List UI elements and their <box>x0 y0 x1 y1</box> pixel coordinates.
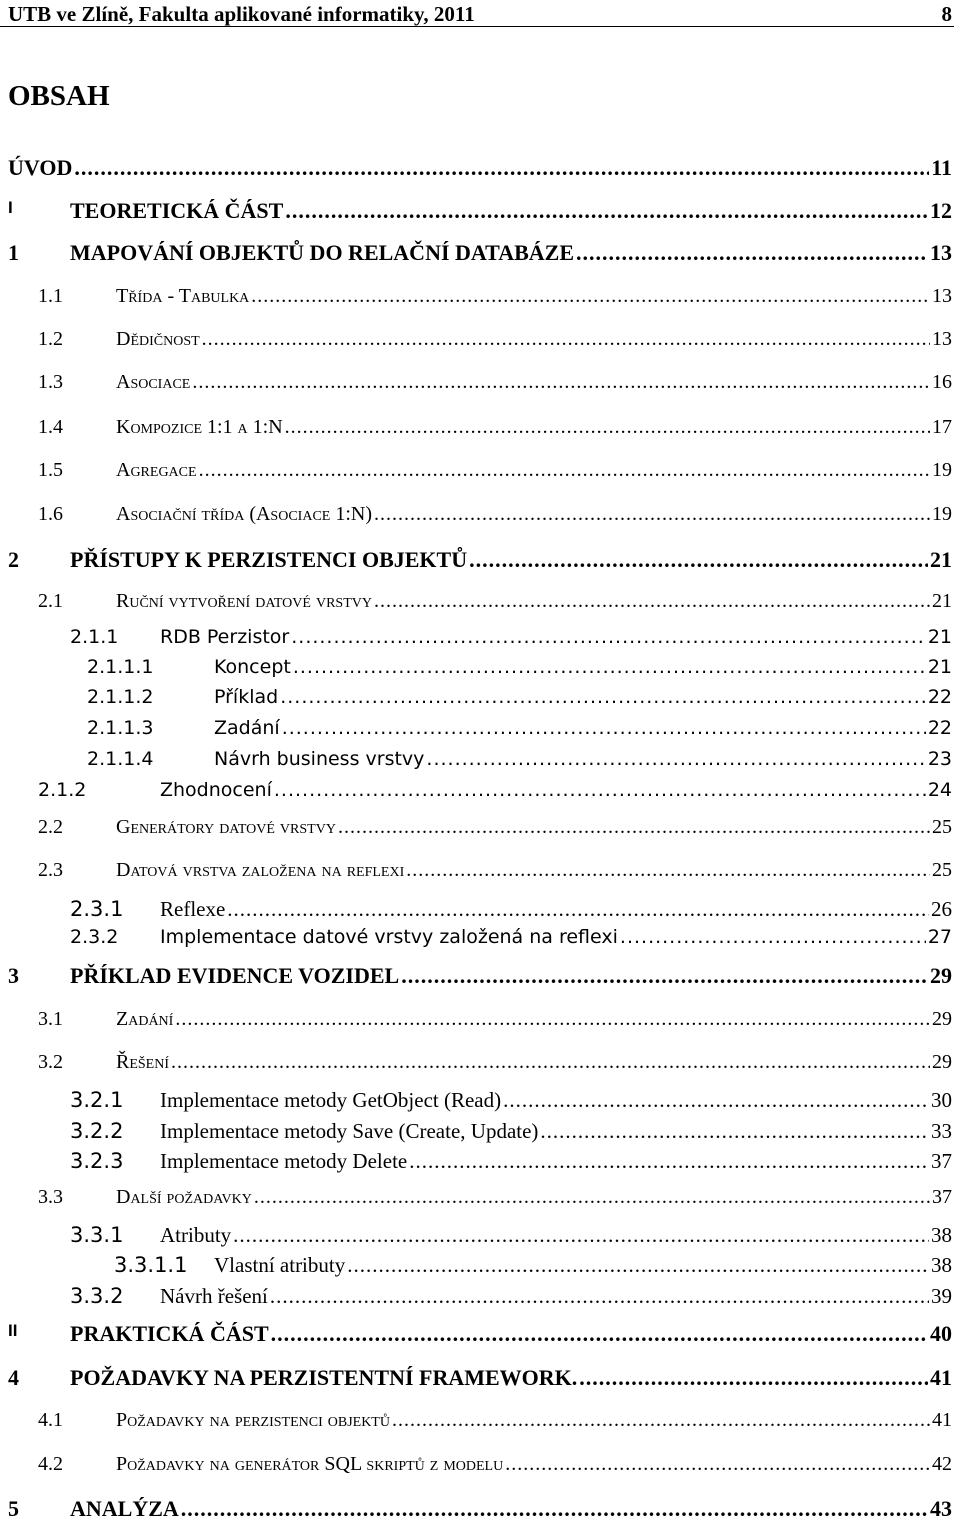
toc-dot-leader <box>374 590 930 613</box>
toc-entry-page: 21 <box>927 626 952 648</box>
toc-entry-number: 2.2 <box>38 816 63 838</box>
toc-entry-title: Návrh řešení <box>160 1284 268 1308</box>
toc-dot-leader <box>175 1008 930 1031</box>
toc-dot-leader <box>620 926 926 948</box>
toc-dot-leader <box>291 626 926 648</box>
toc-entry-title: Vlastní atributy <box>214 1253 346 1277</box>
toc-entry-page: 42 <box>932 1453 952 1475</box>
toc-entry[interactable] <box>0 1284 960 1312</box>
toc-dot-leader <box>426 748 925 770</box>
toc-entry-number: 2.3.2 <box>70 926 119 948</box>
toc-dot-leader <box>233 1223 929 1248</box>
toc-entry[interactable] <box>0 626 960 654</box>
toc-entry-number: 3.2.1 <box>70 1088 124 1112</box>
toc-entry-page: 43 <box>930 1496 952 1521</box>
toc-dot-leader <box>406 859 930 882</box>
toc-entry[interactable] <box>0 1088 960 1116</box>
toc-dot-leader <box>338 816 930 839</box>
toc-entry-number: 1.1 <box>38 285 63 307</box>
toc-entry[interactable] <box>0 1321 960 1349</box>
toc-entry-page: 37 <box>931 1149 952 1173</box>
toc-entry[interactable] <box>0 328 960 356</box>
toc-dot-leader <box>293 656 926 678</box>
toc-entry[interactable] <box>0 1409 960 1437</box>
toc-entry-page: 40 <box>930 1321 952 1346</box>
toc-entry[interactable] <box>0 816 960 844</box>
toc-entry[interactable] <box>0 1186 960 1214</box>
toc-entry-number: 2.3.1 <box>70 897 124 921</box>
toc-entry-page: 11 <box>931 155 952 180</box>
toc-entry-title: Návrh business vrstvy <box>214 748 425 770</box>
toc-entry-number: 3 <box>8 963 19 988</box>
toc-entry[interactable] <box>0 416 960 444</box>
toc-entry-title: TEORETICKÁ ČÁST <box>70 198 284 223</box>
toc-entry-page: 19 <box>932 459 952 481</box>
toc-entry-title: RDB Perzistor <box>160 626 290 648</box>
toc-entry-title: Zhodnocení <box>160 779 272 801</box>
toc-entry-number: 2.3 <box>38 859 63 881</box>
toc-dot-leader <box>270 1284 929 1309</box>
toc-entry-page: 39 <box>931 1284 952 1308</box>
toc-entry-title: PRAKTICKÁ ČÁST <box>70 1321 269 1346</box>
toc-entry[interactable] <box>0 371 960 399</box>
toc-entry-number: 3.1 <box>38 1008 63 1030</box>
toc-entry-page: 41 <box>932 1409 952 1431</box>
toc-entry-number: 1.3 <box>38 371 63 393</box>
toc-dot-leader <box>576 240 928 266</box>
toc-dot-leader <box>271 1321 928 1347</box>
toc-entry-title: PŘÍSTUPY K PERZISTENCI OBJEKTŮ <box>70 547 468 572</box>
page-header <box>0 0 954 27</box>
toc-entry[interactable] <box>0 1496 960 1524</box>
toc-entry-title: Agregace <box>116 459 197 481</box>
toc-entry-number: 2 <box>8 547 19 572</box>
header-page-number: 8 <box>941 2 952 26</box>
toc-dot-leader <box>503 1088 929 1113</box>
toc-entry[interactable] <box>0 1223 960 1251</box>
toc-entry-page: 21 <box>927 656 952 678</box>
toc-entry[interactable] <box>0 1008 960 1036</box>
toc-entry-title: Datová vrstva založena na reflexi <box>116 859 405 881</box>
toc-entry-page: 29 <box>932 1008 952 1030</box>
toc-entry-number: 4.2 <box>38 1453 63 1475</box>
toc-entry-number: II <box>8 1321 18 1340</box>
toc-entry-title: ÚVOD <box>8 155 73 180</box>
toc-entry-page: 33 <box>931 1119 952 1143</box>
toc-entry-page: 12 <box>930 198 952 223</box>
toc-entry-page: 16 <box>932 371 952 393</box>
toc-entry-number: 3.2.2 <box>70 1119 124 1143</box>
toc-entry[interactable] <box>0 547 960 575</box>
toc-entry-title: Dědičnost <box>116 328 200 350</box>
toc-entry[interactable] <box>0 859 960 887</box>
toc-entry[interactable] <box>0 717 960 745</box>
toc-dot-leader <box>374 503 930 526</box>
toc-entry-number: 4.1 <box>38 1409 63 1431</box>
toc-entry-page: 22 <box>927 717 952 739</box>
toc-entry[interactable] <box>0 503 960 531</box>
toc-entry-page: 21 <box>930 547 952 572</box>
toc-dot-leader <box>347 1253 929 1278</box>
toc-dot-leader <box>282 717 926 739</box>
toc-entry-number: 2.1.2 <box>38 779 87 801</box>
toc-entry-page: 25 <box>932 859 952 881</box>
toc-entry-page: 17 <box>932 416 952 438</box>
toc-entry[interactable] <box>0 926 960 954</box>
toc-entry-page: 19 <box>932 503 952 525</box>
toc-entry-title: Požadavky na perzistenci objektů <box>116 1409 390 1431</box>
toc-entry-title: PŘÍKLAD EVIDENCE VOZIDEL <box>70 963 400 988</box>
toc-entry-title: Implementace datové vrstvy založená na reflexi <box>160 926 618 948</box>
toc-entry-title: Generátory datové vrstvy <box>116 816 336 838</box>
toc-entry[interactable] <box>0 1365 960 1393</box>
toc-dot-leader <box>199 459 930 482</box>
toc-entry[interactable] <box>0 779 960 807</box>
toc-entry-number: 2.1.1.1 <box>87 656 154 678</box>
toc-entry[interactable] <box>0 285 960 313</box>
toc-entry-title: Požadavky na generátor SQL skriptů z modelu <box>116 1453 504 1475</box>
toc-dot-leader <box>192 371 930 394</box>
toc-entry-page: 21 <box>932 590 952 612</box>
header-title: UTB ve Zlíně, Fakulta aplikované informatiky, 2011 <box>8 2 475 26</box>
toc-entry-number: 3.2.3 <box>70 1149 124 1173</box>
toc-dot-leader <box>251 285 930 308</box>
toc-entry-number: I <box>8 198 13 217</box>
toc-entry-number: 1.2 <box>38 328 63 350</box>
toc-entry-page: 41 <box>930 1365 952 1390</box>
toc-dot-leader <box>401 963 928 989</box>
toc-entry-number: 1 <box>8 240 19 265</box>
toc-entry-title: ANALÝZA <box>70 1496 179 1521</box>
toc-heading: OBSAH <box>8 80 110 112</box>
toc-entry-title: Implementace metody Save (Create, Update) <box>160 1119 539 1143</box>
toc-dot-leader <box>280 686 926 708</box>
toc-entry-page: 38 <box>931 1253 952 1277</box>
toc-entry-title: Koncept <box>214 656 291 678</box>
toc-entry-title: MAPOVÁNÍ OBJEKTŮ DO RELAČNÍ DATABÁZE <box>70 240 575 265</box>
toc-entry-number: 3.2 <box>38 1051 63 1073</box>
toc-entry-number: 3.3 <box>38 1186 63 1208</box>
toc-entry-number: 3.3.1 <box>70 1223 124 1247</box>
toc-entry-title: POŽADAVKY NA PERZISTENTNÍ FRAMEWORK. <box>70 1365 578 1390</box>
toc-entry[interactable] <box>0 198 960 226</box>
toc-entry-number: 3.3.2 <box>70 1284 124 1308</box>
toc-entry-number: 2.1.1.4 <box>87 748 154 770</box>
toc-entry-title: Ruční vytvoření datové vrstvy <box>116 590 372 612</box>
toc-entry[interactable] <box>0 963 960 991</box>
toc-entry[interactable] <box>0 1051 960 1079</box>
toc-dot-leader <box>285 416 930 439</box>
toc-entry-number: 1.4 <box>38 416 63 438</box>
toc-dot-leader <box>274 779 926 801</box>
toc-entry-page: 13 <box>930 240 952 265</box>
toc-dot-leader <box>202 328 930 351</box>
toc-entry-page: 13 <box>932 285 952 307</box>
toc-entry-page: 38 <box>931 1223 952 1247</box>
toc-entry-title: Příklad <box>214 686 279 708</box>
toc-entry-page: 22 <box>927 686 952 708</box>
toc-entry[interactable] <box>0 1453 960 1481</box>
toc-entry-number: 3.3.1.1 <box>114 1253 188 1277</box>
toc-dot-leader <box>505 1453 930 1476</box>
toc-entry[interactable] <box>0 897 960 925</box>
toc-entry-title: Reflexe <box>160 897 226 921</box>
toc-entry-number: 1.6 <box>38 503 63 525</box>
toc-entry-page: 24 <box>927 779 952 801</box>
toc-dot-leader <box>181 1496 928 1522</box>
toc-entry-title: Atributy <box>160 1223 232 1247</box>
toc-entry-page: 23 <box>927 748 952 770</box>
toc-entry-page: 29 <box>930 963 952 988</box>
toc-entry-number: 4 <box>8 1365 19 1390</box>
toc-dot-leader <box>469 547 928 573</box>
toc-entry[interactable] <box>0 1149 960 1177</box>
toc-entry-title: Třída - Tabulka <box>116 285 250 307</box>
toc-entry-page: 26 <box>931 897 952 921</box>
toc-dot-leader <box>254 1186 930 1209</box>
toc-entry-page: 13 <box>932 328 952 350</box>
toc-entry-page: 27 <box>927 926 952 948</box>
toc-entry-number: 5 <box>8 1496 19 1521</box>
toc-entry-title: Implementace metody GetObject (Read) <box>160 1088 502 1112</box>
toc-dot-leader <box>579 1365 928 1391</box>
toc-entry-title: Další požadavky <box>116 1186 252 1208</box>
toc-entry[interactable] <box>0 1119 960 1147</box>
toc-dot-leader <box>74 155 929 181</box>
toc-entry-title: Zadání <box>214 717 280 739</box>
toc-dot-leader <box>409 1149 929 1174</box>
toc-dot-leader <box>171 1051 930 1074</box>
toc-entry-title: Implementace metody Delete <box>160 1149 408 1173</box>
toc-entry[interactable] <box>0 656 960 684</box>
toc-entry[interactable] <box>0 748 960 776</box>
toc-dot-leader <box>285 198 928 224</box>
toc-entry-number: 2.1.1 <box>70 626 119 648</box>
toc-entry-title: Zadání <box>116 1008 174 1030</box>
toc-entry[interactable] <box>0 686 960 714</box>
toc-entry-title: Asociace <box>116 371 191 393</box>
toc-entry-page: 30 <box>931 1088 952 1112</box>
toc-entry[interactable] <box>0 590 960 618</box>
toc-entry[interactable] <box>0 1253 960 1281</box>
toc-entry-page: 25 <box>932 816 952 838</box>
toc-entry-page: 29 <box>932 1051 952 1073</box>
toc-entry-page: 37 <box>932 1186 952 1208</box>
toc-entry-title: Asociační třída (Asociace 1:N) <box>116 503 372 525</box>
toc-entry[interactable] <box>0 240 960 268</box>
toc-entry-title: Řešení <box>116 1051 170 1073</box>
toc-entry-title: Kompozice 1:1 a 1:N <box>116 416 283 438</box>
toc-dot-leader <box>392 1409 930 1432</box>
toc-entry[interactable] <box>0 155 960 183</box>
toc-dot-leader <box>540 1119 929 1144</box>
toc-entry-number: 2.1.1.2 <box>87 686 154 708</box>
toc-entry-number: 2.1 <box>38 590 63 612</box>
toc-entry-number: 1.5 <box>38 459 63 481</box>
toc-dot-leader <box>227 897 929 922</box>
toc-entry[interactable] <box>0 459 960 487</box>
toc-entry-number: 2.1.1.3 <box>87 717 154 739</box>
